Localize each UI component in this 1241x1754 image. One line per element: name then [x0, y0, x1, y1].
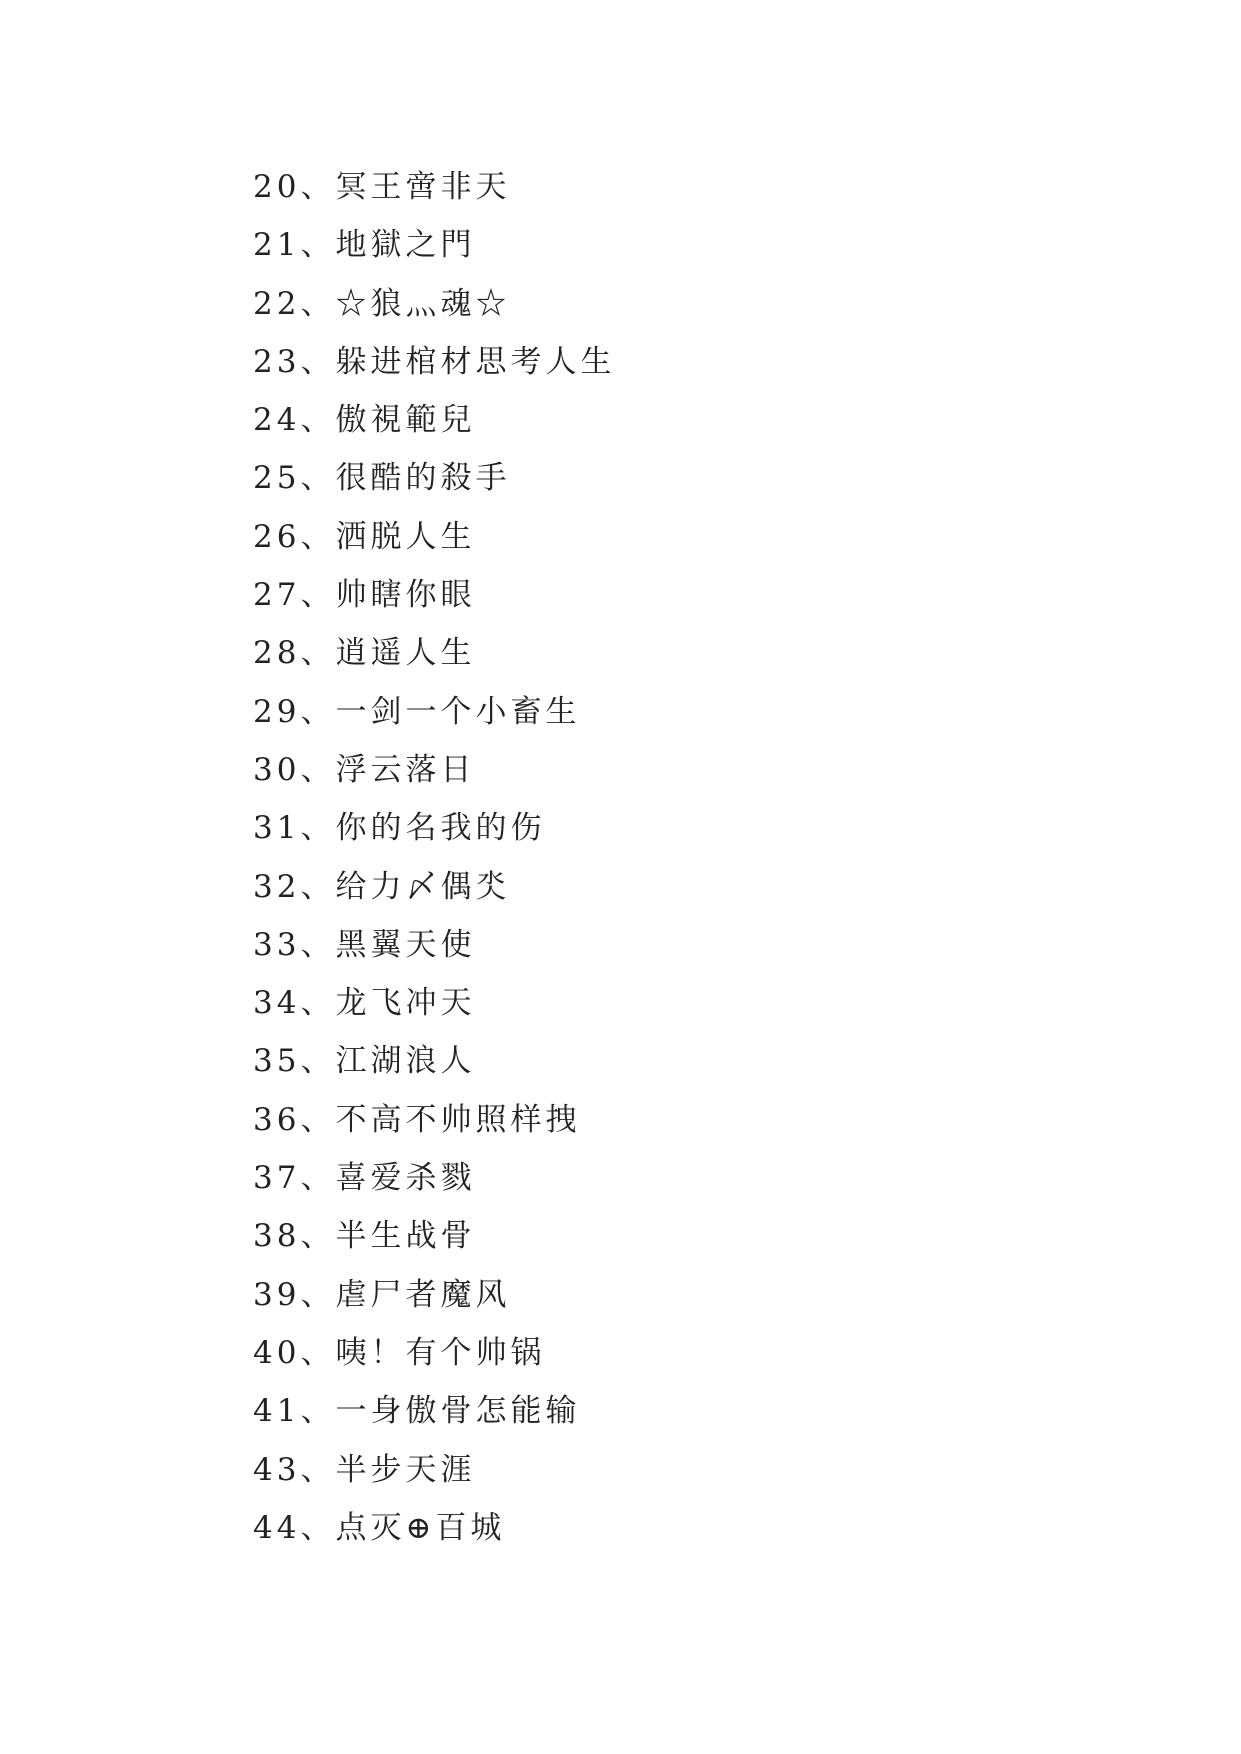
- list-item: 29、一剑一个小畜生: [253, 693, 581, 730]
- list-item: 34、龙飞冲天: [253, 985, 476, 1022]
- list-item: 23、躲进棺材思考人生: [253, 343, 616, 380]
- list-item: 25、很酷的殺手: [253, 460, 511, 497]
- list-item: 32、给力〆偶氼: [253, 868, 511, 905]
- list-item: 41、一身傲骨怎能输: [253, 1393, 581, 1430]
- list-item: 28、逍遥人生: [253, 635, 476, 672]
- list-item: 27、帅瞎你眼: [253, 577, 476, 614]
- list-item: 38、半生战骨: [253, 1218, 476, 1255]
- list-item: 31、你的名我的伤: [253, 810, 546, 847]
- list-item: 24、傲視範兒: [253, 402, 476, 439]
- list-item: 22、☆狼灬魂☆: [253, 285, 511, 322]
- list-item: 26、洒脱人生: [253, 518, 476, 555]
- name-list: [253, 158, 615, 1557]
- list-item: 20、冥王啻非天: [253, 169, 511, 205]
- list-item: 43、半步天涯: [253, 1451, 476, 1488]
- list-item: 21、地獄之門: [253, 227, 476, 264]
- list-item: 44、点灭⊕百城: [253, 1509, 506, 1546]
- list-item: 35、江湖浪人: [253, 1043, 476, 1080]
- list-item: 33、黑翼天使: [253, 926, 476, 963]
- list-item: 37、喜爱杀戮: [253, 1160, 476, 1197]
- list-item: 39、虐尸者魔风: [253, 1276, 511, 1313]
- list-item: 40、咦！有个帅锅: [253, 1334, 546, 1371]
- list-item: 30、浮云落日: [253, 751, 476, 788]
- list-item: 36、不高不帅照样拽: [253, 1101, 581, 1138]
